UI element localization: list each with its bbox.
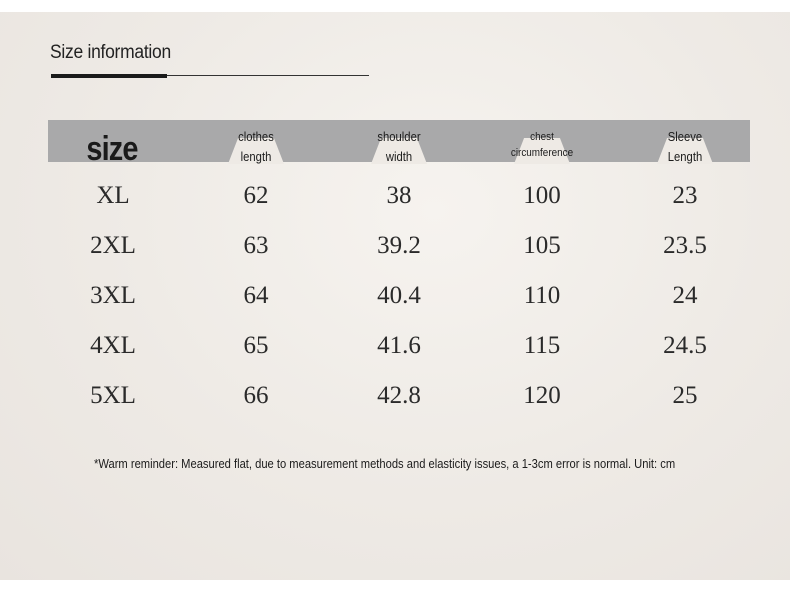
cell-sleeve-length: 23.5 bbox=[663, 232, 707, 259]
cell-shoulder-width: 39.2 bbox=[377, 232, 421, 259]
cell-clothes-length: 65 bbox=[243, 332, 269, 359]
size-chart-panel bbox=[0, 12, 790, 580]
header-clothes-length bbox=[193, 127, 319, 167]
cell-size: 4XL bbox=[90, 332, 136, 359]
cell-sleeve-length: 24.5 bbox=[663, 332, 707, 359]
cell-size: 3XL bbox=[90, 282, 136, 309]
header-sleeve-length bbox=[622, 127, 748, 167]
header-line: width bbox=[385, 150, 413, 164]
header-line: chest bbox=[530, 131, 554, 143]
cell-sleeve-length: 24 bbox=[672, 282, 698, 309]
table-row bbox=[43, 371, 753, 421]
cell-chest: 105 bbox=[523, 232, 561, 259]
table-row bbox=[43, 221, 753, 271]
cell-chest: 100 bbox=[523, 182, 561, 209]
table-row bbox=[43, 321, 753, 371]
page-title: Size information bbox=[50, 42, 171, 63]
header-line: Length bbox=[667, 150, 703, 164]
cell-sleeve-length: 25 bbox=[672, 382, 698, 409]
header-shoulder-width bbox=[336, 127, 462, 167]
cell-clothes-length: 66 bbox=[243, 382, 269, 409]
cell-chest: 110 bbox=[523, 282, 561, 309]
header-line: circumference bbox=[510, 147, 574, 159]
header-line: shoulder bbox=[377, 130, 421, 144]
header-size: size bbox=[86, 130, 138, 168]
table-row bbox=[43, 171, 753, 221]
cell-chest: 120 bbox=[523, 382, 561, 409]
title-underline-thick bbox=[51, 74, 167, 78]
header-line: length bbox=[240, 150, 272, 164]
cell-clothes-length: 63 bbox=[243, 232, 269, 259]
cell-shoulder-width: 38 bbox=[386, 182, 412, 209]
header-chest-circumference bbox=[479, 129, 605, 161]
measurement-note: *Warm reminder: Measured flat, due to measurement methods and elasticity issues, a 1-3cm error is normal. Unit: cm bbox=[94, 456, 676, 471]
cell-chest: 115 bbox=[523, 332, 561, 359]
cell-shoulder-width: 41.6 bbox=[377, 332, 421, 359]
cell-size: 5XL bbox=[90, 382, 136, 409]
cell-size: 2XL bbox=[90, 232, 136, 259]
cell-shoulder-width: 40.4 bbox=[377, 282, 421, 309]
cell-shoulder-width: 42.8 bbox=[377, 382, 421, 409]
header-line: clothes bbox=[238, 130, 274, 144]
cell-clothes-length: 62 bbox=[243, 182, 269, 209]
cell-size: XL bbox=[96, 182, 130, 209]
table-row bbox=[43, 271, 753, 321]
cell-sleeve-length: 23 bbox=[672, 182, 698, 209]
header-line: Sleeve bbox=[667, 130, 703, 144]
cell-clothes-length: 64 bbox=[243, 282, 269, 309]
